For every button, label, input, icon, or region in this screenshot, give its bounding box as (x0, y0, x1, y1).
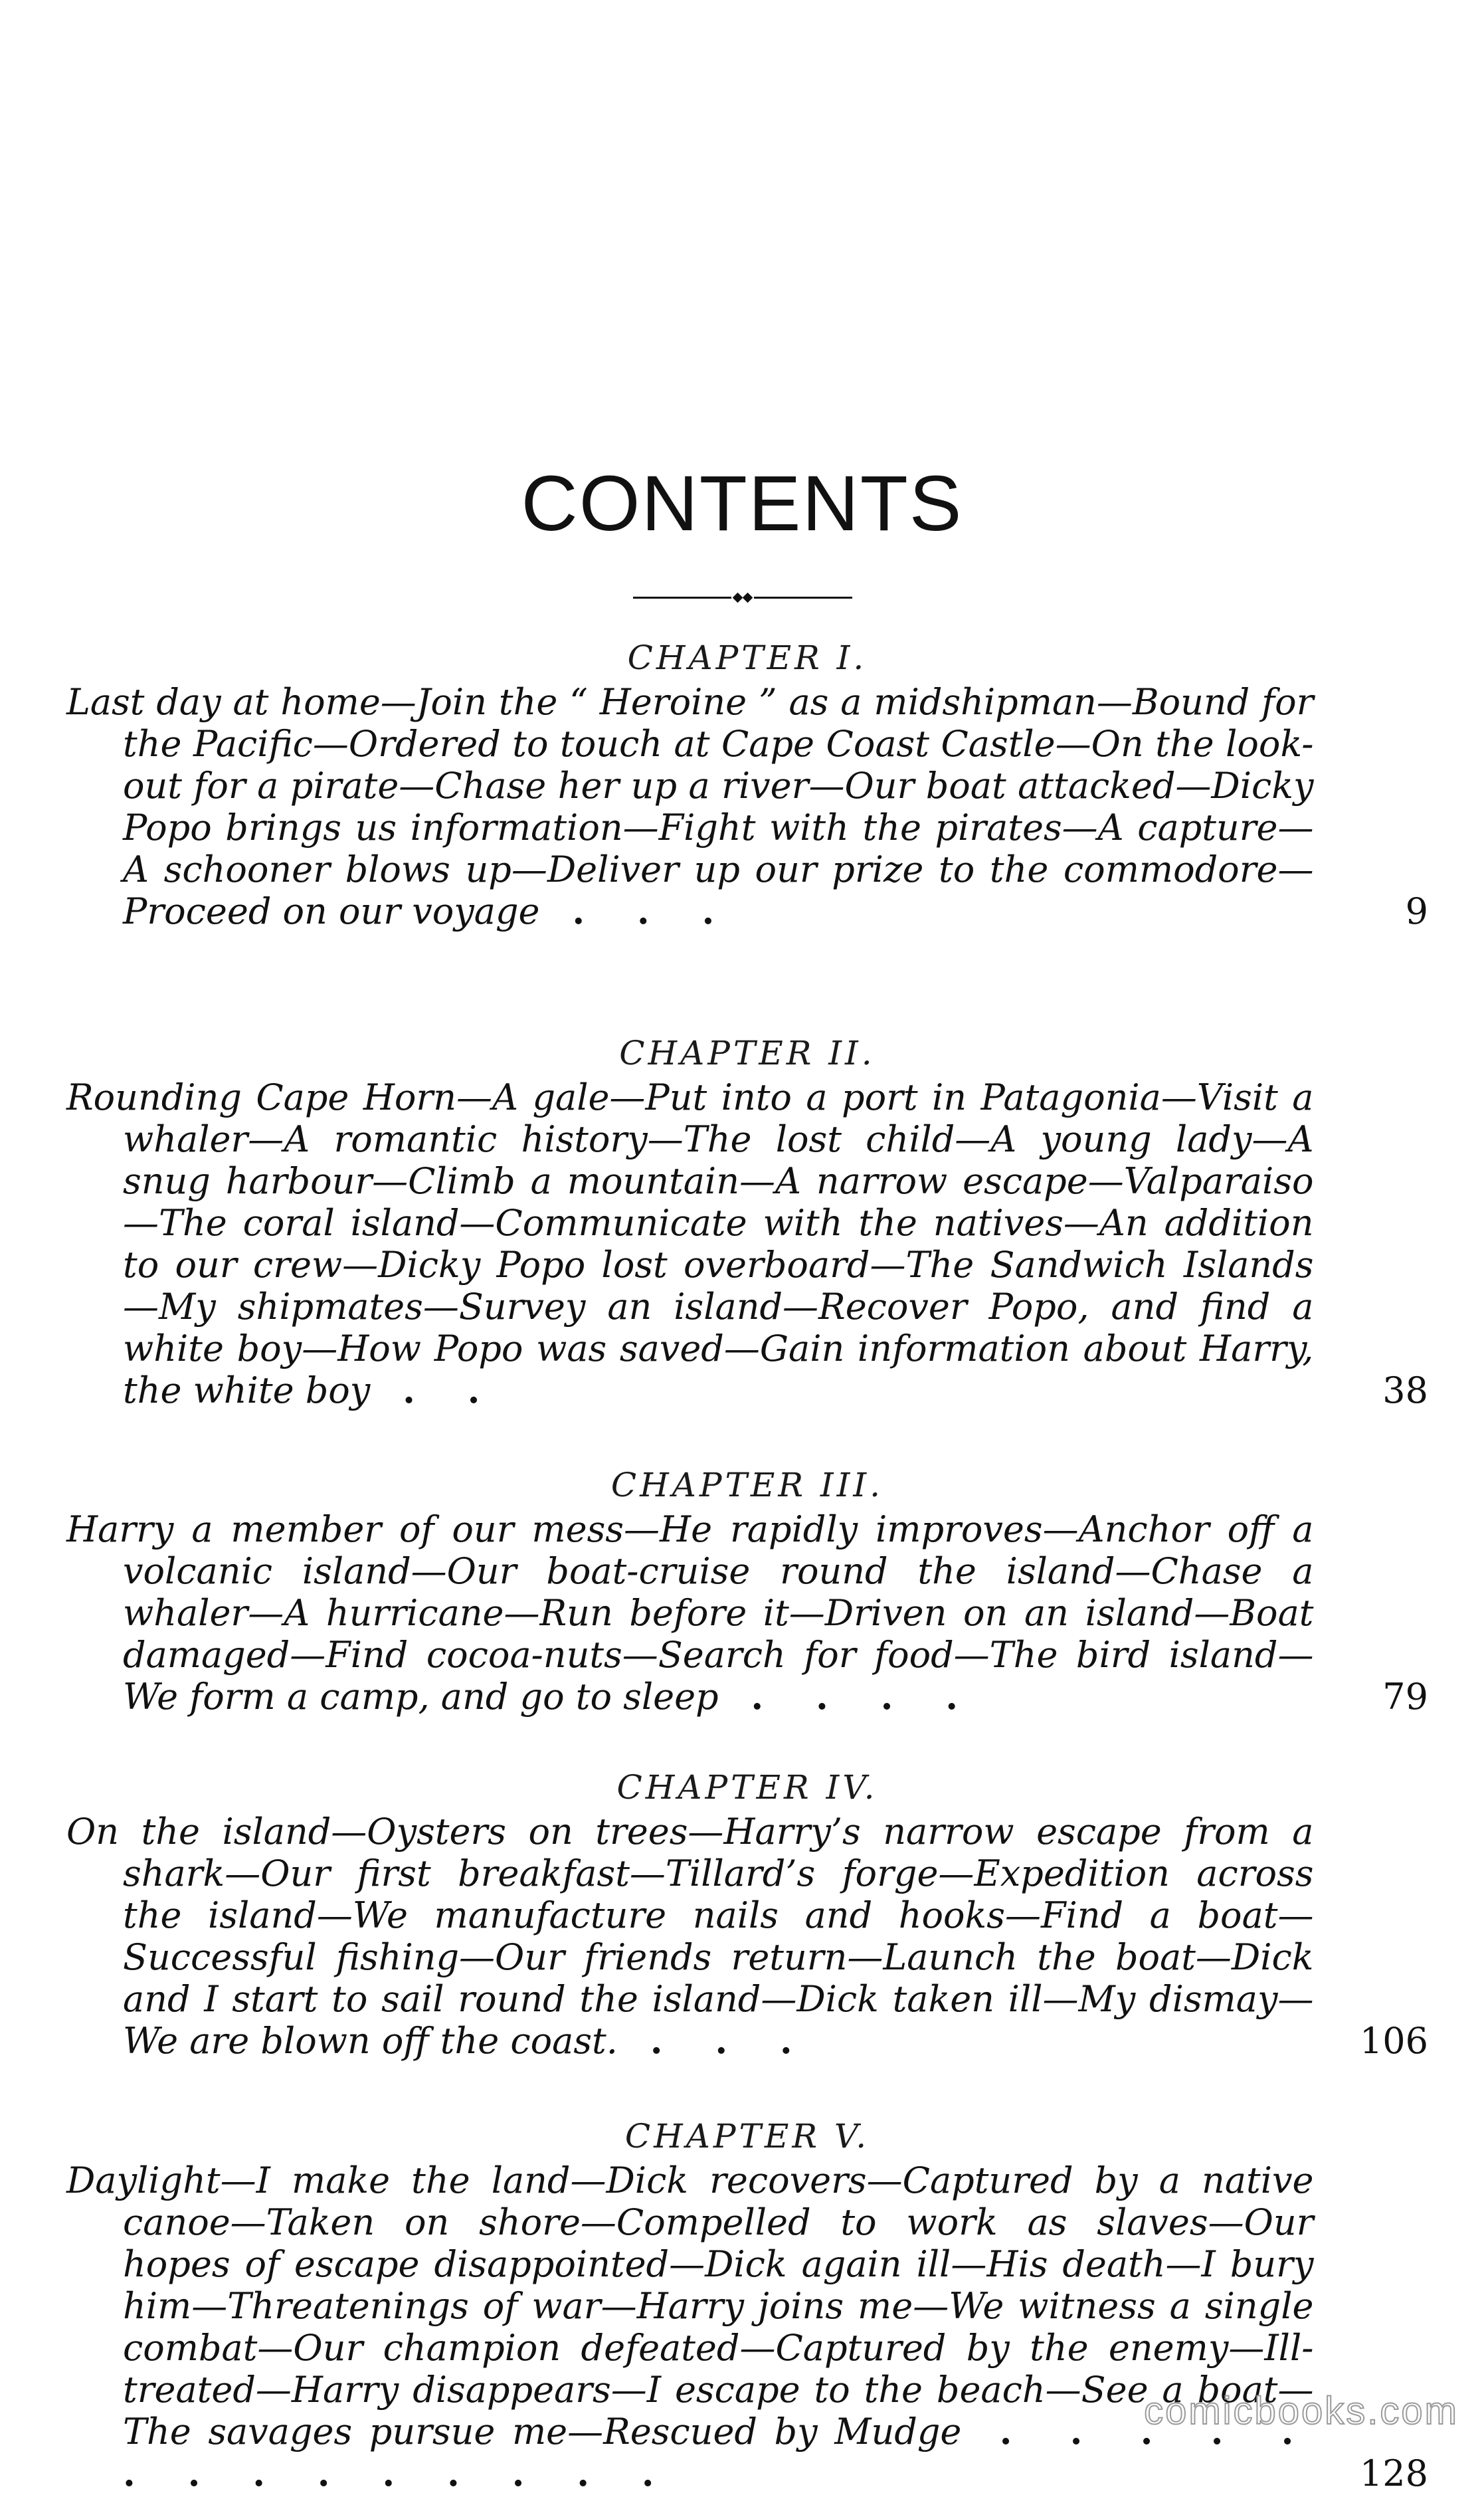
dot-leaders: . . . (539, 890, 735, 932)
page-title: CONTENTS (521, 460, 963, 548)
dot-leaders: . . . . (718, 1675, 978, 1718)
chapter-summary-text: Daylight—I make the land—Dick recovers—Captured by a native canoe—Taken on shore—Compelled to work as slaves—Our hopes of escape disappointed—Dick again ill—His death—I bury him—Threatenings of war—Harry joins me—We witness a single combat—Our champion defeated—Captured by the enemy—Ill-treated—Harry disappears—I escape to the beach—See a boat—The savages pursue me—Rescued by Mudge (66, 2159, 1314, 2452)
page-number: 79 (1382, 1676, 1428, 1718)
chapter-summary (66, 1811, 1313, 2062)
ornament-rule-right (754, 597, 852, 599)
table-of-contents (66, 635, 1428, 2501)
chapter-heading: CHAPTER V. (624, 2117, 870, 2155)
ornament-diamond (733, 593, 743, 603)
chapter-heading: CHAPTER II. (619, 1034, 876, 1072)
chapter-entry-row (66, 1811, 1428, 2062)
chapter-entry-row (66, 1508, 1428, 1718)
chapter-entry-row (66, 1076, 1428, 1411)
chapter-entry-row (66, 681, 1428, 932)
chapter-entry (66, 1030, 1428, 1455)
site-watermark: comicbooks.com (1144, 2389, 1459, 2433)
chapter-heading: CHAPTER IV. (616, 1768, 878, 1807)
title-ornament (633, 593, 852, 602)
chapter-summary-text: Last day at home—Join the “ Heroine ” as a midshipman—Bound for the Pacific—Ordered to touch at Cape Coast Castle—On the look-out for a pirate—Chase her up a river—Our boat attacked—Dicky Popo brings us information—Fight with the pirates—A capture—A schooner blows up—Deliver up our prize to the commodore—Proceed on our voyage (66, 681, 1314, 932)
dot-leaders: . . (370, 1369, 500, 1411)
chapter-summary-text: Rounding Cape Horn—A gale—Put into a port in Patagonia—Visit a whaler—A romantic history—The lost child—A young lady—A snug harbour—Climb a mountain—A narrow escape—Valparaiso—The coral island—Communicate with the natives—An addition to our crew—Dicky Popo lost overboard—The Sandwich Islands—My shipmates—Survey an island—Recover Popo, and find a white boy—How Popo was saved—Gain information about Harry, the white boy (66, 1076, 1314, 1411)
chapter-summary-text: Harry a member of our mess—He rapidly improves—Anchor off a volcanic island—Our boat-cruise round the island—Chase a whaler—A hurricane—Run before it—Driven on an island—Boat damaged—Find cocoa-nuts—Search for food—The bird island—We form a camp, and go to sleep (66, 1508, 1314, 1718)
chapter-entry (66, 1462, 1428, 1757)
chapter-summary (66, 1076, 1313, 1411)
chapter-summary (66, 681, 1313, 932)
chapter-entry (66, 2113, 1428, 2494)
chapter-summary (66, 2159, 1313, 2494)
ornament-diamond (743, 593, 753, 603)
ornament-rule-left (633, 597, 731, 599)
page-number: 106 (1359, 2020, 1428, 2062)
chapter-entry-row (66, 2159, 1428, 2494)
chapter-summary (66, 1508, 1313, 1718)
chapter-entry (66, 1764, 1428, 2106)
chapter-heading: CHAPTER III. (610, 1466, 884, 1504)
chapter-entry (66, 635, 1428, 1023)
page-number: 128 (1359, 2452, 1428, 2494)
dot-leaders: . . . (617, 2019, 812, 2062)
page-number: 38 (1382, 1369, 1428, 1411)
dot-leaders: . . . . . . . . . . . . . . (123, 2410, 1314, 2494)
page-number: 9 (1405, 890, 1428, 932)
chapter-heading: CHAPTER I. (627, 639, 868, 677)
chapter-summary-text: On the island—Oysters on trees—Harry’s narrow escape from a shark—Our first breakfast—Tillard’s forge—Expedition across the island—We manufacture nails and hooks—Find a boat—Successful fishing—Our friends return—Launch the boat—Dick and I start to sail round the island—Dick taken ill—My dismay—We are blown off the coast. (66, 1811, 1314, 2062)
